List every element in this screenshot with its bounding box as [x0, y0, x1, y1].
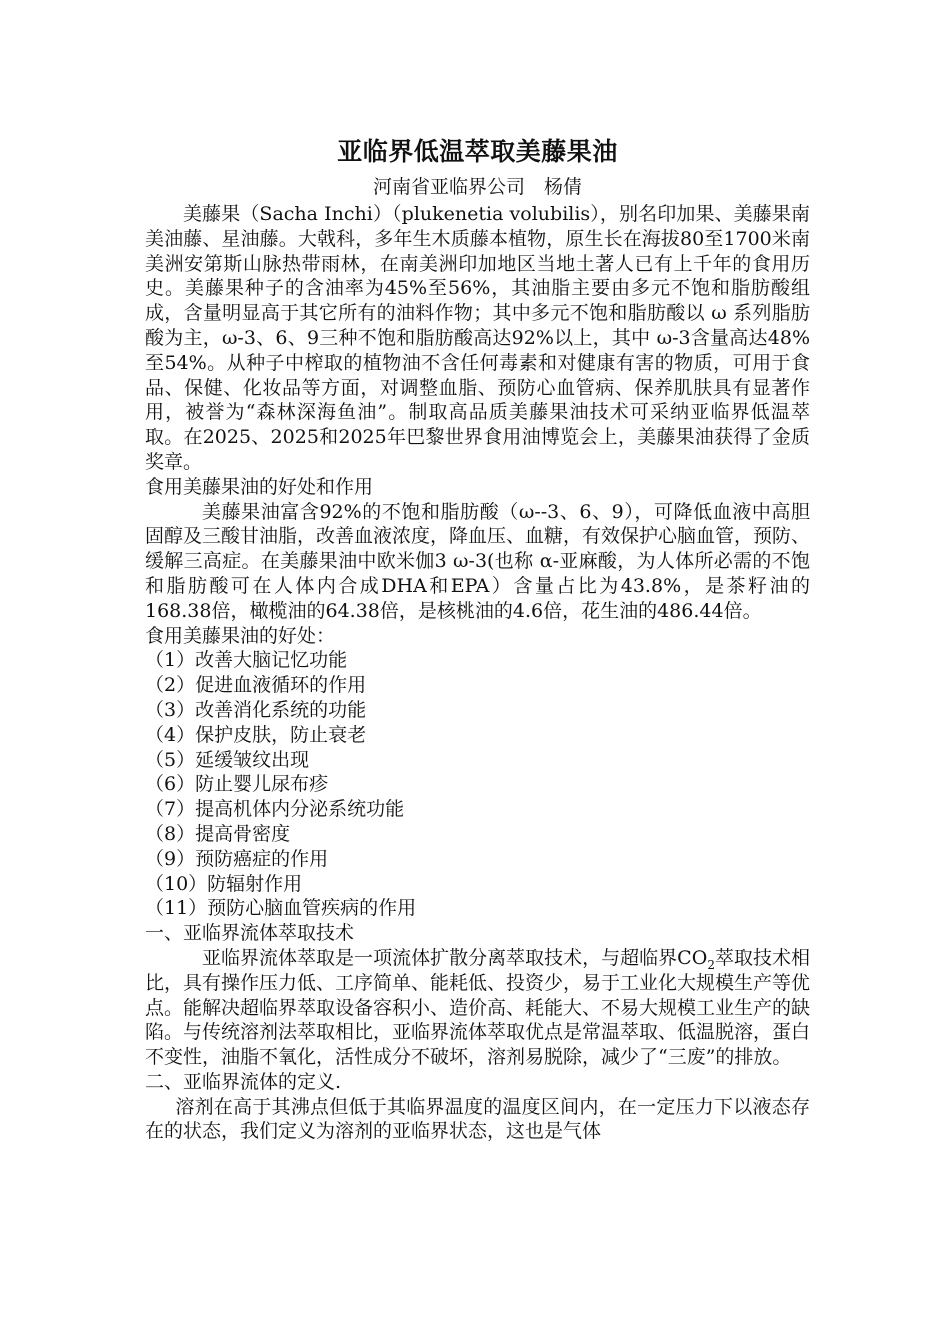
section1-paragraph — [145, 946, 810, 1070]
list-item: （5）延缓皱纹出现 — [145, 748, 310, 771]
intro-paragraph: 美藤果（Sacha Inchi）（plukenetia volubilis），别名印加果、美藤果南美油藤、星油藤。大戟科，多年生木质藤本植物，原生长在海拔80至1700米南美洲安第斯山脉热带雨林，在南美洲印加地区当地土著人已有上千年的食用历史。美藤果种子的含油率为45%至56%，其油脂主要由多元不饱和脂肪酸组成，含量明显高于其它所有的油料作物；其中多元不饱和脂肪酸以 ω 系列脂肪酸为主，ω-3、6、9三种不饱和脂肪酸高达92%以上，其中 ω-3含量高达48%至54%。从种子中榨取的植物油不含任何毒素和对健康有害的物质，可用于食品、保健、化妆品等方面，对调整血脂、预防心血管病、保养肌肤具有显著作用，被誉为“森林深海鱼油”。制取高品质美藤果油技术可采纳亚临界低温萃取。在2025、2025和2025年巴黎世界食用油博览会上，美藤果油获得了金质奖章。 — [145, 203, 810, 473]
section1-text-a: 亚临界流体萃取是一项流体扩散分离萃取技术，与超临界CO — [202, 946, 708, 969]
heading-benefits: 食用美藤果油的好处： — [145, 624, 336, 647]
document-author: 河南省亚临界公司 杨倩 — [372, 176, 582, 198]
heading-benefits-effects: 食用美藤果油的好处和作用 — [145, 475, 374, 498]
list-item: （6）防止婴儿尿布疹 — [145, 773, 329, 796]
list-item: （8）提高骨密度 — [145, 822, 291, 845]
section1-text-b: 萃取技术相比，具有操作压力低、工序简单、能耗低、投资少，易于工业化大规模生产等优点。能解决超临界萃取设备容积小、造价高、耗能大、不易大规模工业生产的缺陷。与传统溶剂法萃取相比，亚临界流体萃取优点是常温萃取、低温脱溶，蛋白不变性，油脂不氧化，活性成分不破坏，溶剂易脱除，减少了“三废”的排放。 — [145, 946, 811, 1069]
benefits-paragraph: 美藤果油富含92%的不饱和脂肪酸（ω--3、6、9），可降低血液中高胆固醇及三酸甘油脂，改善血液浓度，降血压、血糖，有效保护心脑血管，预防、缓解三高症。在美藤果油中欧米伽3 ω-3(也称 α-亚麻酸，为人体所必需的不饱和脂肪酸可在人体内合成DHA和EPA）含量占比为43.8%，是茶籽油的168.38倍，橄榄油的64.38倍，是核桃油的4.6倍，花生油的486.44倍。 — [145, 500, 811, 622]
section2-heading: 二、亚临界流体的定义. — [145, 1070, 342, 1093]
list-item: （3）改善消化系统的功能 — [145, 698, 367, 721]
co2-subscript: 2 — [707, 957, 715, 972]
list-item: （4）保护皮肤，防止衰老 — [145, 723, 367, 746]
section1-heading: 一、亚临界流体萃取技术 — [145, 922, 355, 945]
benefits-list — [145, 648, 810, 921]
document-page — [145, 130, 810, 1144]
list-item: （2）促进血液循环的作用 — [145, 674, 367, 697]
document-title: 亚临界低温萃取美藤果油 — [337, 137, 618, 166]
list-item: （10）防辐射作用 — [145, 872, 303, 895]
list-item: （9）预防癌症的作用 — [145, 847, 329, 870]
list-item: （1）改善大脑记忆功能 — [145, 649, 348, 672]
list-item: （7）提高机体内分泌系统功能 — [145, 798, 405, 821]
section2-paragraph: 溶剂在高于其沸点但低于其临界温度的温度区间内，在一定压力下以液态存在的状态，我们定义为溶剂的亚临界状态，这也是气体 — [145, 1095, 810, 1143]
list-item: （11）预防心脑血管疾病的作用 — [145, 897, 417, 920]
